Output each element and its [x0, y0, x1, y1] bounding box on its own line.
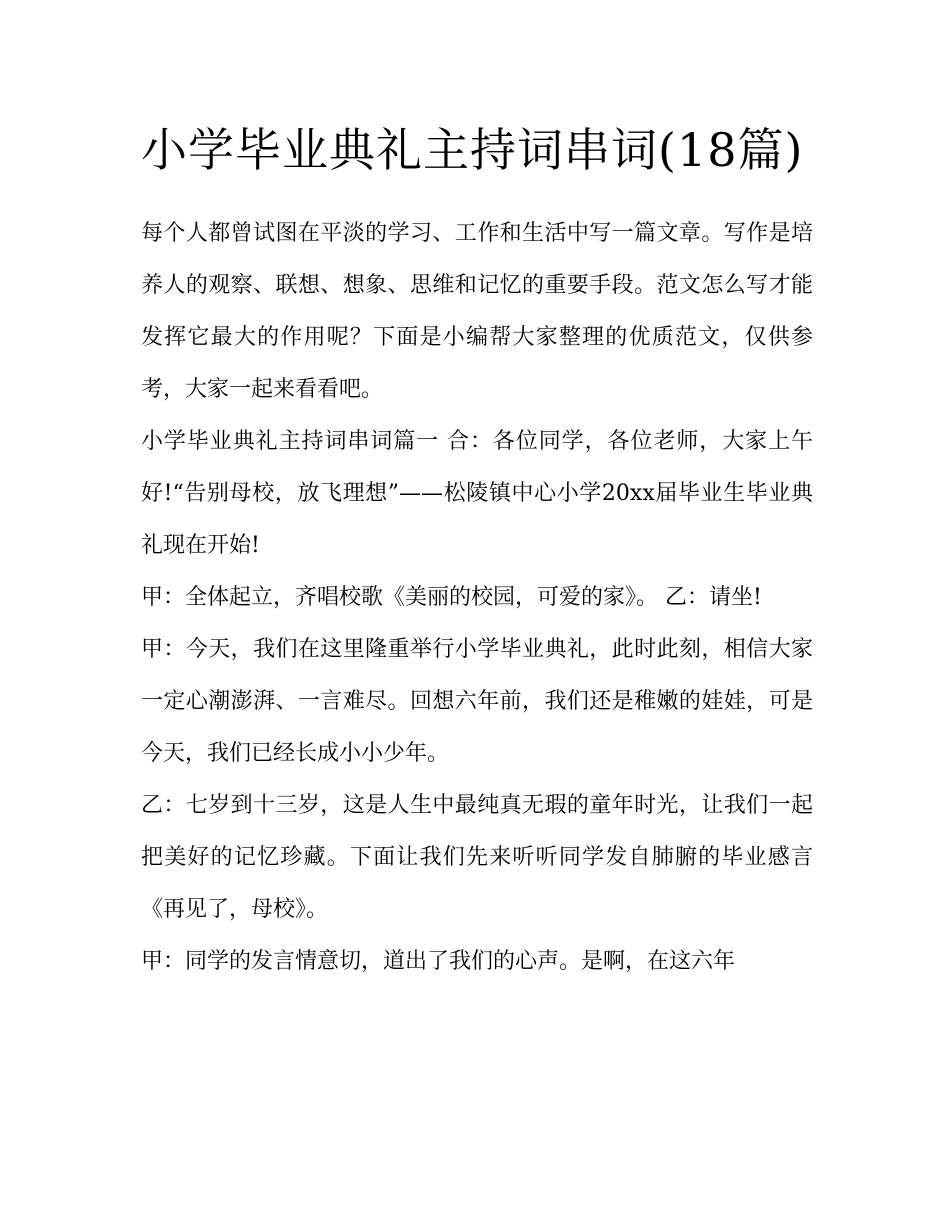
document-page: [141, 110, 813, 988]
document-title: 小学毕业典礼主持词串词(18篇): [141, 123, 804, 177]
paragraph-school-song: 甲：全体起立，齐唱校歌《美丽的校园，可爱的家》。 乙：请坐!: [141, 585, 762, 610]
paragraph-childhood: 乙：七岁到十三岁，这是人生中最纯真无瑕的童年时光，让我们一起把美好的记忆珍藏。下面让我们先来听听同学发自肺腑的毕业感言《再见了，母校》。: [141, 793, 813, 922]
paragraph-speech-response: 甲：同学的发言情意切，道出了我们的心声。是啊，在这六年: [141, 949, 736, 974]
intro-paragraph: 每个人都曾试图在平淡的学习、工作和生活中写一篇文章。写作是培养人的观察、联想、想象、思维和记忆的重要手段。范文怎么写才能发挥它最大的作用呢？下面是小编帮大家整理的优质范文，仅供参考，大家一起来看看吧。: [141, 221, 813, 402]
paragraph-ceremony: 甲：今天，我们在这里隆重举行小学毕业典礼，此时此刻，相信大家一定心潮澎湃、一言难尽。回想六年前，我们还是稚嫩的娃娃，可是今天，我们已经长成小小少年。: [141, 637, 813, 766]
paragraph-opening: 小学毕业典礼主持词串词篇一 合：各位同学，各位老师，大家上午好!“告别母校，放飞理想”——松陵镇中心小学20xx届毕业生毕业典礼现在开始!: [141, 429, 813, 558]
